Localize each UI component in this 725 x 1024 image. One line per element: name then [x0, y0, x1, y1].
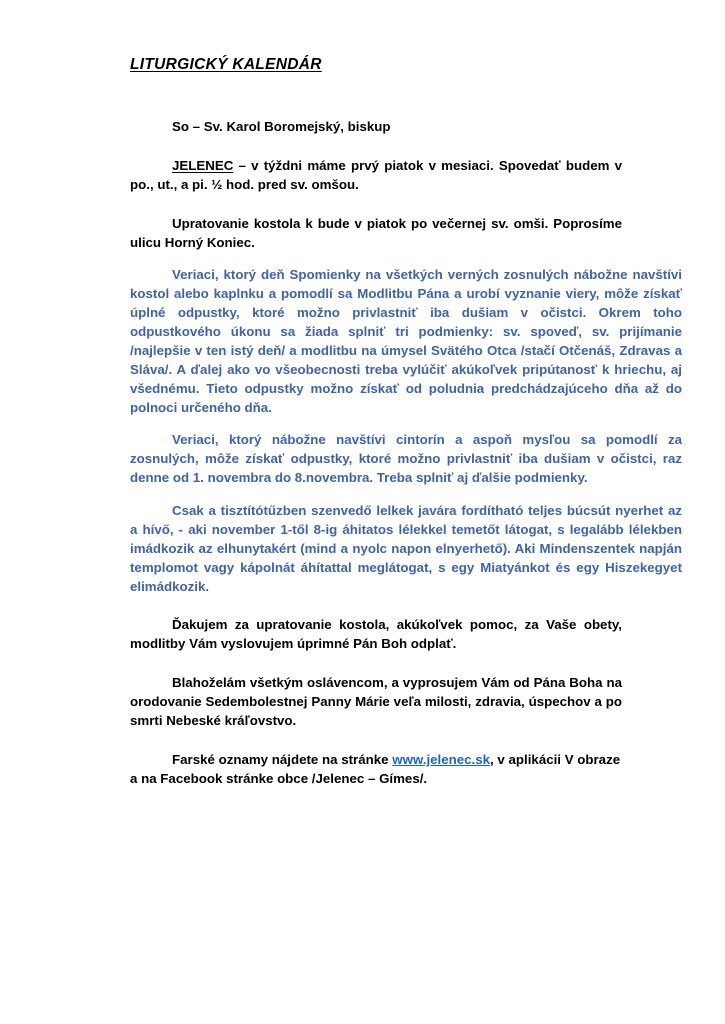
- spacer: [130, 195, 682, 215]
- paragraph-indulgences-cemetery: Veriaci, ktorý nábožne navštívi cintorín a aspoň mysľou sa pomodlí za zosnulých, môže získať odpustky, ktoré možno privlastniť iba dušiam v očistci, raz denne od 1. novembra do 8.novembra. Treba splniť aj ďalšie podmienky.: [130, 432, 682, 486]
- paragraph-indulgences-hungarian: Csak a tisztítótűzben szenvedő lelkek javára fordítható teljes búcsút nyerhet az a hívő, - aki november 1-től 8-ig áhitatos lélekkel temetőt látogat, s legalább lélekben imádkozik az elhunytakért (mind a nyolc napon elnyerhető). Aki Mindenszentek napján templomot vagy kápolnát áhítattal meglátogat, s egy Miatyánkot és egy Hiszekegyet elimádkozik.: [130, 503, 682, 594]
- footer-prefix-text: Farské oznamy nájdete na stránke: [172, 751, 393, 767]
- spacer: [130, 488, 682, 502]
- spacer: [130, 74, 682, 118]
- jelenec-notice-text: – v týždni máme prvý piatok v mesiaci. Spovedať budem v po., ut., a pi. ½ hod. pred sv. omšou.: [130, 157, 622, 192]
- paragraph-indulgences-church: Veriaci, ktorý deň Spomienky na všetkých verných zosnulých nábožne navštívi kostol alebo kaplnku a pomodlí sa Modlitbu Pána a urobí vyznanie viery, môže získať úplné odpustky, ktoré možno privlastniť iba dušiam v očistci. Okrem toho odpustkového úkonu sa žiada splniť tri podmienky: sv. spoveď, sv. prijímanie /najlepšie v ten istý deň/ a modlitbu na úmysel Svätého Otca /stačí Otčenáš, Zdravas a Sláva/. A ďalej ako vo všeobecnosti treba vylúčiť akúkoľvek pripútanosť k hriechu, aj všednému. Tieto odpustky možno získať od poludnia predchádzajúceho dňa až do polnoci určeného dňa.: [130, 267, 682, 415]
- spacer: [130, 417, 682, 431]
- page-title: LITURGICKÝ KALENDÁR: [130, 56, 322, 73]
- paragraph-thanks: Ďakujem za upratovanie kostola, akúkoľvek pomoc, za Vaše obety, modlitby Vám vyslovujem úprimné Pán Boh odplať.: [130, 617, 622, 652]
- paragraph-footer-links: [130, 751, 622, 789]
- jelenec-label: JELENEC: [172, 157, 234, 173]
- paragraph-congratulations: Blahoželám všetkým oslávencom, a vyprosujem Vám od Pána Boha na orodovanie Sedembolestnej Panny Márie veľa milosti, zdravia, úspechov a po smrti Nebeské kráľovstvo.: [130, 675, 622, 728]
- paragraph-cleaning-notice: Upratovanie kostola k bude v piatok po večernej sv. omši. Poprosíme ulicu Horný Koniec.: [130, 215, 622, 250]
- document-body: [130, 0, 682, 789]
- spacer: [130, 596, 682, 616]
- jelenec-website-link[interactable]: www.jelenec.sk: [392, 751, 491, 767]
- calendar-entry-line: So – Sv. Karol Boromejský, biskup: [172, 119, 391, 134]
- spacer: [130, 654, 682, 674]
- footer-suffix-text: , v aplikácii V obraze a na Facebook stránke obce /Jelenec – Gímes/.: [130, 751, 621, 786]
- spacer: [130, 731, 682, 751]
- paragraph-jelenec-notice: [130, 157, 622, 195]
- spacer: [130, 137, 682, 157]
- spacer: [130, 252, 682, 266]
